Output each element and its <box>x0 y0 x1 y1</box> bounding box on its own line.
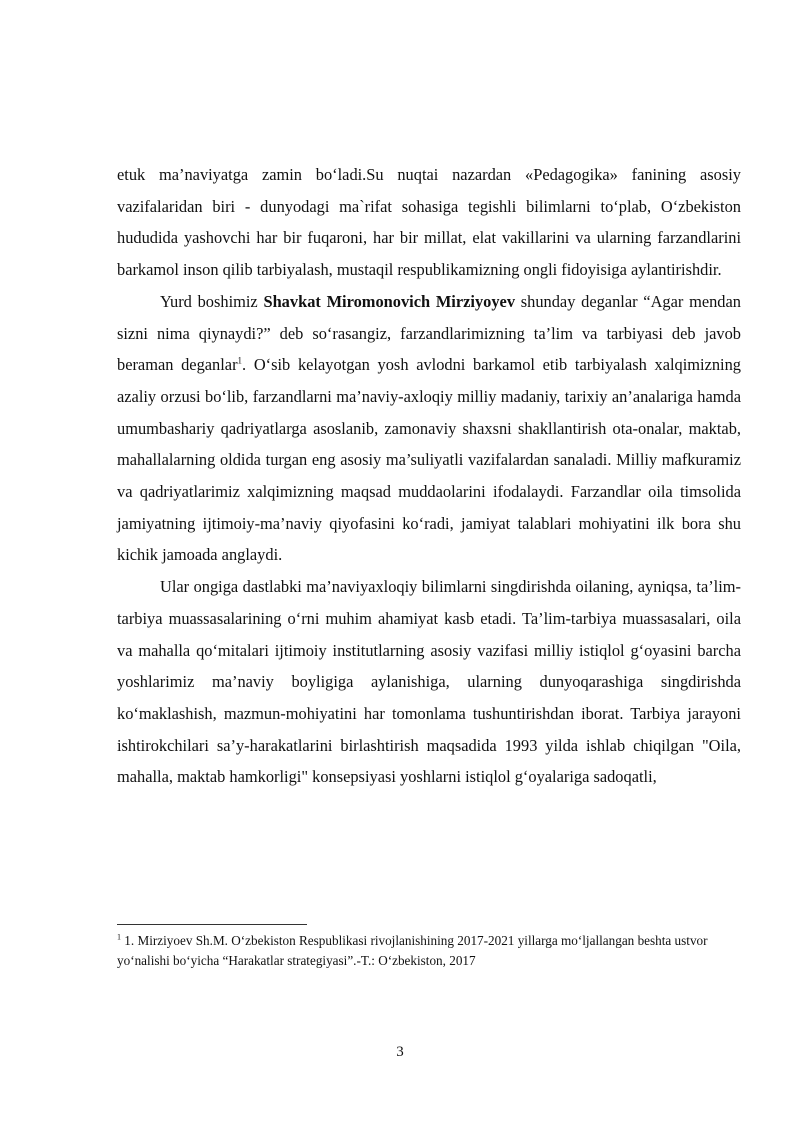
paragraph-3: Ular ongiga dastlabki ma’naviyaxloqiy bilimlarni singdirishda oilaning, ayniqsa, ta’lim-tarbiya muassasalarining o‘rni muhim ahamiyat kasb etadi. Ta’lim-tarbiya muassasalari, oila va mahalla qo‘mitalari ijtimoiy institutlarning asosiy vazifasi milliy istiqlol g‘oyasini barcha yoshlarimiz ma’naviy boyligiga aylanishiga, ularning dunyoqarashiga singdirishda ko‘maklashish, mazmun-mohiyatini har tomonlama tushuntirishdan iborat. Tarbiya jarayoni ishtirokchilari sa’y-harakatlarini birlashtirish maqsadida 1993 yilda ishlab chiqilgan "Oila, mahalla, maktab hamkorligi" konsepsiyasi yoshlarni istiqlol g‘oyalariga sadoqatli, <box>117 577 741 787</box>
footnote-mark: 1 <box>117 932 121 942</box>
document-body <box>117 159 741 793</box>
president-name: Shavkat Miromonovich Mirziyoyev <box>263 291 516 311</box>
footnote <box>117 931 757 971</box>
paragraph-2 <box>117 286 741 571</box>
paragraph-2-rest: . O‘sib kelayotgan yosh avlodni barkamol etib tarbiyalash xalqimizning azaliy orzusi bo‘lib, farzandlarni ma’naviy-axloqiy milliy madaniy, tarixiy an’analariga hamda umumbashariy qadriyatlarga asoslanib, zamonaviy shaxsni shakllantirish ota-onalar, maktab, mahallalarning oldida turgan eng asosiy ma’suliyatli vazifalardan sanaladi. Milliy mafkuramiz va qadriyatlarimiz xalqimizning maqsad muddaolarini ifodalaydi. Farzandlar oila timsolida jamiyatning ijtimoiy-ma’naviy qiyofasini ko‘radi, jamiyat talablari mohiyatini ilk bora shu kichik jamoada anglaydi. <box>117 355 741 565</box>
paragraph-2-quote: shunday deganlar “Agar mendan sizni nima qiynaydi?” deb so‘rasangiz, farzandlarimizning ta’lim va tarbiyasi deb javob beraman deganlar <box>117 291 741 375</box>
footnote-separator <box>117 924 307 925</box>
page-number: 3 <box>396 1044 404 1060</box>
footnote-text: 1. Mirziyoev Sh.M. O‘zbekiston Respublikasi rivojlanishining 2017-2021 yillarga mo‘ljallangan beshta ustvor yo‘nalishi bo‘yicha “Harakatlar strategiyasi”.-T.: O‘zbekiston, 2017 <box>117 933 708 968</box>
footnote-reference[interactable]: 1 <box>237 355 243 366</box>
paragraph-2-lead: Yurd boshimiz <box>160 291 264 311</box>
paragraph-1: etuk ma’naviyatga zamin bo‘ladi.Su nuqtai nazardan «Pedagogika» fanining asosiy vazifalaridan biri - dunyodagi ma`rifat sohasiga tegishli bilimlarni to‘plab, O‘zbekiston hududida yashovchi har bir fuqaroni, har bir millat, elat vakillarini va ularning farzandlarini barkamol inson qilib tarbiyalash, mustaqil respublikamizning ongli fidoyisiga aylantirishdir. <box>117 165 741 280</box>
